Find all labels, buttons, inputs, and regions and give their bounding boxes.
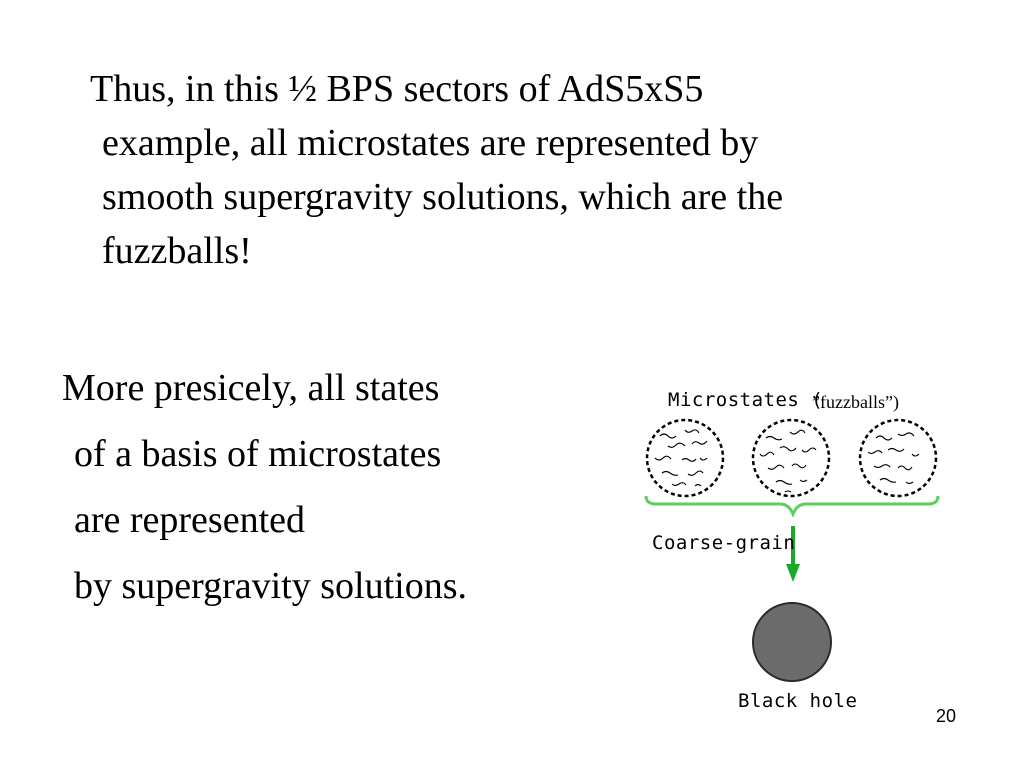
grouping-brace: [646, 496, 938, 514]
microstate-circle-3: [860, 420, 936, 496]
coarse-grain-label: Coarse-grain: [652, 532, 796, 554]
microstate-circle-1: [647, 420, 723, 496]
intro-line-3: smooth supergravity solutions, which are the: [102, 176, 784, 218]
black-hole-label: Black hole: [738, 690, 858, 712]
page-number: 20: [936, 706, 957, 726]
fuzzballs-label: ”fuzzballs”): [812, 392, 899, 412]
microstate-circle-2: [753, 420, 829, 496]
intro-line-2: example, all microstates are represented by: [102, 122, 759, 164]
intro-line-1: Thus, in this ½ BPS sectors of AdS5xS5: [90, 68, 704, 110]
fuzzball-diagram: [630, 378, 960, 723]
intro-line-4: fuzzballs!: [102, 230, 252, 272]
black-hole-disc: [753, 603, 831, 681]
microstates-label: Microstates (: [668, 389, 824, 411]
precise-paragraph: [62, 355, 622, 619]
precise-line-2: of a basis of microstates: [74, 433, 442, 475]
precise-line-1: More presicely, all states: [62, 367, 440, 409]
intro-paragraph: [90, 62, 970, 278]
precise-line-3: are represented: [74, 499, 306, 541]
microstate-circles: [647, 420, 936, 496]
precise-line-4: by supergravity solutions.: [74, 565, 468, 607]
